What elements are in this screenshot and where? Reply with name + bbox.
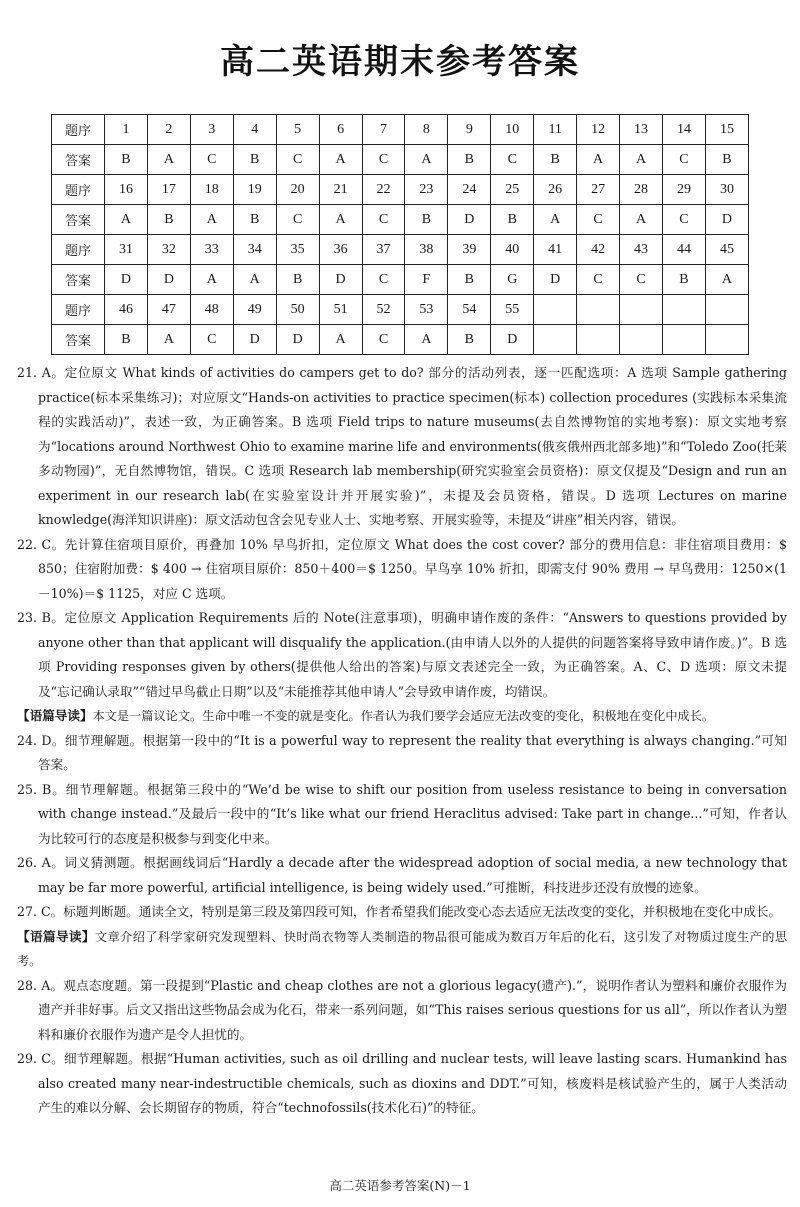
answer-cell: C [362,145,405,175]
answer-cell: A [147,145,190,175]
answer-table-row [52,205,749,235]
passage-guide-text: 文章介绍了科学家研究发现塑料、快时尚衣物等人类制造的物品很可能成为数百万年后的化石，这引发了对物质过度生产的思考。 [17,929,788,968]
explanation-text [17,361,787,1121]
answer-cell: C [190,145,233,175]
answer-cell: 31 [105,235,148,265]
answer-cell: B [705,145,748,175]
answer-cell: A [534,205,577,235]
page-title: 高二英语期末参考答案 [220,42,580,82]
answer-cell [577,325,620,355]
answer-cell: B [534,145,577,175]
answer-cell: A [147,325,190,355]
passage-guide-2 [17,925,787,974]
explanation-q22: 22. C。先计算住宿项目原价，再叠加 10% 早鸟折扣，定位原文 What does the cost cover? 部分的费用信息：非住宿项目费用：$ 850；住宿附加费：$ 400 → 住宿项目原价：850＋400＝$ 1250。早鸟享 10% 折扣，即需支付 90% 费用 → 早鸟费用：1250×(1－10%)＝$ 1125，对应 C 选项。 [17,536,787,601]
answer-table-row [52,175,749,205]
answer-cell: 44 [662,235,705,265]
answer-cell: 4 [233,115,276,145]
answer-cell: C [362,265,405,295]
answer-cell: 23 [405,175,448,205]
answer-cell [620,295,663,325]
explanation-q29: 29. C。细节理解题。根据“Human activities, such as oil drilling and nuclear tests, will leave lasting scars. Humankind has also created many near-indestructible chemicals, such as dioxins and DDT.”可知，核废料是核试验产生的，属于人类活动产生的难以分解、会长期留存的物质，符合“technofossils(技术化石)”的特征。 [17,1051,787,1115]
answer-cell: C [662,145,705,175]
answer-cell: 42 [577,235,620,265]
answer-cell: 34 [233,235,276,265]
explanation-q28: 28. A。观点态度题。第一段提到“Plastic and cheap clothes are not a glorious legacy(遗产).”，说明作者认为塑料和廉价衣服作为遗产并非好事。后文又指出这些物品会成为化石，带来一系列问题，如“This raises serious questions for us all”，所以作者认为塑料和廉价衣服作为遗产是令人担忧的。 [17,977,787,1042]
answer-cell: 43 [620,235,663,265]
answer-cell: 30 [705,175,748,205]
answer-table-row [52,115,749,145]
answer-cell: B [448,325,491,355]
answer-cell: 49 [233,295,276,325]
answer-cell: C [362,205,405,235]
answer-cell: 28 [620,175,663,205]
answer-cell: 27 [577,175,620,205]
answer-cell: A [405,145,448,175]
answer-cell: A [319,325,362,355]
answer-cell: 8 [405,115,448,145]
row-label: 答案 [52,325,105,355]
answer-cell: 20 [276,175,319,205]
answer-cell: 38 [405,235,448,265]
answer-cell: D [276,325,319,355]
answer-table-row [52,145,749,175]
passage-guide-tag: 【语篇导读】 [17,928,95,944]
answer-cell: 48 [190,295,233,325]
passage-guide-text: 本文是一篇议论文。生命中唯一不变的就是变化。作者认为我们要学会适应无法改变的变化，积极地在变化中成长。 [92,709,715,723]
answer-cell: 17 [147,175,190,205]
passage-guide-tag: 【语篇导读】 [17,708,93,723]
answer-table-row [52,235,749,265]
answer-cell: 33 [190,235,233,265]
answer-cell: 26 [534,175,577,205]
answer-cell: 54 [448,295,491,325]
row-label: 答案 [52,205,105,235]
answer-cell: 32 [147,235,190,265]
answer-cell: 11 [534,115,577,145]
answer-cell: D [319,265,362,295]
answer-cell: 6 [319,115,362,145]
row-label: 题序 [52,235,105,265]
answer-cell: 53 [405,295,448,325]
answer-cell: 47 [147,295,190,325]
answer-cell: 40 [491,235,534,265]
row-label: 题序 [52,295,105,325]
answer-cell: D [448,205,491,235]
answer-cell: C [620,265,663,295]
answer-cell: 18 [190,175,233,205]
answer-cell: 2 [147,115,190,145]
answer-cell: 36 [319,235,362,265]
answer-table-row [52,265,749,295]
answer-cell: D [105,265,148,295]
answer-cell [662,295,705,325]
answer-cell: B [233,205,276,235]
answer-cell: 3 [190,115,233,145]
explanation-q23: 23. B。定位原文 Application Requirements 后的 Note(注意事项)，明确申请作废的条件：“Answers to questions provided by anyone other than that applicant will disqualify the application.(由申请人以外的人提供的问题答案将导致申请作废。)”。B 选项 Providing responses given by others(提供他人给出的答案)与原文表述完全一致，为正确答案。A、C、D 选项：原文未提及“忘记确认录取”“错过早鸟截止日期”以及“未能推荐其他申请人”会导致申请作废，均错误。 [17,610,787,699]
answer-cell: C [276,145,319,175]
answer-cell: 46 [105,295,148,325]
answer-cell: B [448,265,491,295]
row-label: 答案 [52,145,105,175]
answer-cell: D [147,265,190,295]
answer-cell [662,325,705,355]
row-label: 题序 [52,175,105,205]
answer-cell: A [319,205,362,235]
explanation-q26: 26. A。词义猜测题。根据画线词后“Hardly a decade after the widespread adoption of social media, a new technology that may be far more powerful, artificial intelligence, is being widely used.”可推断，科技进步还没有放慢的迹象。 [17,855,787,895]
answer-cell: 10 [491,115,534,145]
explanation-q24: 24. D。细节理解题。根据第一段中的“It is a powerful way to represent the reality that everything is always changing.”可知答案。 [17,732,787,772]
answer-cell: 13 [620,115,663,145]
answer-cell: B [233,145,276,175]
answer-cell: 55 [491,295,534,325]
answer-cell: C [362,325,405,355]
answer-cell [620,325,663,355]
answer-cell: B [276,265,319,295]
answer-cell: G [491,265,534,295]
answer-cell: 1 [105,115,148,145]
answer-cell: C [190,325,233,355]
answer-cell: 45 [705,235,748,265]
answer-cell: 19 [233,175,276,205]
explanation-q25: 25. B。细节理解题。根据第三段中的“We’d be wise to shift our position from useless resistance to being in conversation with change instead.”及最后一段中的“It’s like what our friend Heraclitus advised: Take part in change...”可知，作者认为比较可行的态度是积极参与到变化中来。 [17,781,787,846]
answer-cell: D [534,265,577,295]
answer-cell: 37 [362,235,405,265]
answer-cell: B [105,325,148,355]
answer-cell: 16 [105,175,148,205]
answer-cell: C [276,205,319,235]
answer-cell: C [577,265,620,295]
answer-cell [577,295,620,325]
answer-cell: B [491,205,534,235]
answer-cell: 9 [448,115,491,145]
answer-cell: C [491,145,534,175]
page-footer: 高二英语参考答案(N)－1 [329,1178,471,1193]
answer-cell: F [405,265,448,295]
answer-table [51,114,749,355]
answer-cell: 25 [491,175,534,205]
answer-cell: D [491,325,534,355]
answer-cell: A [190,265,233,295]
answer-cell: A [405,325,448,355]
answer-cell: A [233,265,276,295]
answer-cell [705,295,748,325]
answer-cell: A [577,145,620,175]
answer-cell [534,295,577,325]
answer-cell: 35 [276,235,319,265]
answer-cell: 51 [319,295,362,325]
explanation-q21: 21. A。定位原文 What kinds of activities do campers get to do? 部分的活动列表，逐一匹配选项：A 选项 Sample gathering practice(标本采集练习)；对应原文“Hands-on activities to practice specimen(标本) collection procedures (实践标本采集流程的实践活动)”，表述一致，为正确答案。B 选项 Field trips to nature museums(去自然博物馆的实地考察)：原文实地考察为“locations around Northwest Ohio to examine marine life and environments(俄亥俄州西北部多地)”和“Toledo Zoo(托莱多动物园)”，无自然博物馆，错误。C 选项 Research lab membership(研究实验室会员资格)：原文仅提及“Design and run an experiment in our research lab(在实验室设计并开展实验)”，未提及会员资格，错误。D 选项 Lectures on marine knowledge(海洋知识讲座)：原文活动包含会见专业人士、实地考察、开展实验等，未提及“讲座”相关内容，错误。 [17,365,787,527]
answer-cell: A [620,145,663,175]
answer-cell: B [405,205,448,235]
answer-cell: 14 [662,115,705,145]
answer-cell: 39 [448,235,491,265]
answer-cell: 5 [276,115,319,145]
answer-cell: 41 [534,235,577,265]
answer-cell: B [147,205,190,235]
explanation-q27: 27. C。标题判断题。通读全文，特别是第三段及第四段可知，作者希望我们能改变心态去适应无法改变的变化，并积极地在变化中成长。 [17,904,782,919]
answer-cell: 29 [662,175,705,205]
answer-cell: D [233,325,276,355]
answer-cell: A [705,265,748,295]
answer-table-row [52,325,749,355]
answer-cell: 7 [362,115,405,145]
answer-cell: B [448,145,491,175]
answer-cell: A [620,205,663,235]
answer-cell: D [705,205,748,235]
answer-cell: A [105,205,148,235]
answer-cell: A [319,145,362,175]
row-label: 题序 [52,115,105,145]
answer-cell: 50 [276,295,319,325]
answer-cell: A [190,205,233,235]
answer-cell [534,325,577,355]
answer-cell: B [105,145,148,175]
answer-cell: 52 [362,295,405,325]
row-label: 答案 [52,265,105,295]
passage-guide-1 [17,704,787,729]
answer-cell: 12 [577,115,620,145]
answer-cell: C [662,205,705,235]
answer-cell [705,325,748,355]
answer-cell: 21 [319,175,362,205]
answer-table-row [52,295,749,325]
answer-cell: B [662,265,705,295]
answer-cell: 24 [448,175,491,205]
answer-cell: C [577,205,620,235]
answer-cell: 22 [362,175,405,205]
answer-cell: 15 [705,115,748,145]
